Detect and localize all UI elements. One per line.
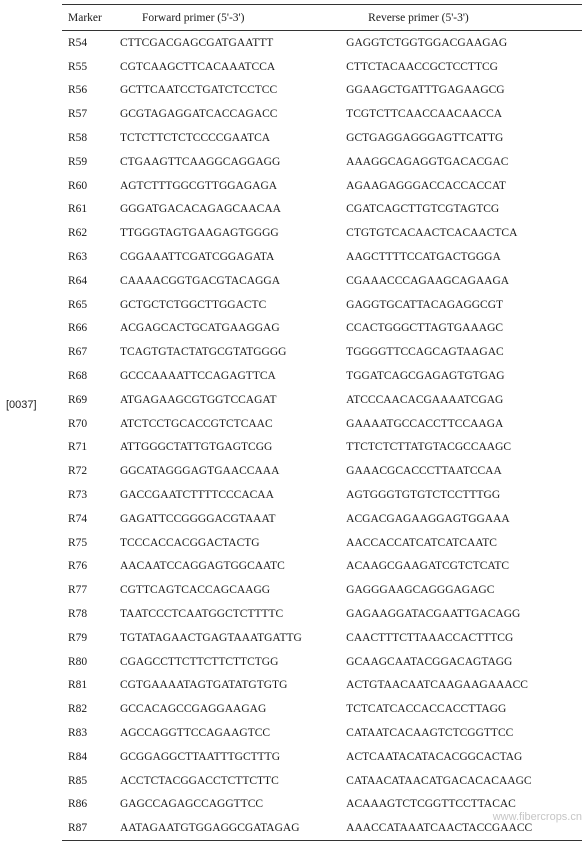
reverse-primer-cell: ACGACGAGAAGGAGTGGAAA xyxy=(346,512,510,525)
forward-primer-cell: GCGTAGAGGATCACCAGACC xyxy=(119,108,278,121)
table-row xyxy=(62,650,582,674)
reverse-primer-cell: GAGGGAAGCAGGGAGAGC xyxy=(346,584,495,597)
marker-cell: R84 xyxy=(68,750,88,763)
forward-primer-cell: ATTGGGCTATTGTGAGTCGG xyxy=(119,441,273,454)
forward-primer-cell: GAGCCAGAGCCAGGTTCC xyxy=(119,798,264,811)
forward-primer-cell: AATAGAATGTGGAGGCGATAGAG xyxy=(120,816,346,840)
marker-cell: R79 xyxy=(68,631,88,644)
forward-primer-cell: GCCCAAAATTCCAGAGTTCA xyxy=(119,370,276,383)
forward-primer-cell: AGTCTTTGGCGTTGGAGAGA xyxy=(119,179,278,192)
marker-cell: R68 xyxy=(68,370,88,383)
header-reverse-primer: Reverse primer (5'-3') xyxy=(346,5,582,31)
table-row xyxy=(62,412,582,436)
forward-primer-cell: GACCGAATCTTTTCCCACAA xyxy=(119,489,274,502)
primer-table-body xyxy=(62,31,582,841)
reverse-primer-cell: ACAAAGTCTCGGTTCCTTACAC xyxy=(346,798,516,811)
reverse-primer-cell: AAAGGCAGAGGTGACACGAC xyxy=(346,155,509,168)
table-row xyxy=(62,150,582,174)
forward-primer-cell: ATGAGAAGCGTGGTCCAGAT xyxy=(119,393,277,406)
table-row xyxy=(62,126,582,150)
reverse-primer-cell: AGTGGGTGTGTCTCCTTTGG xyxy=(346,489,501,502)
table-row xyxy=(62,340,582,364)
forward-primer-cell: CGTGAAAATAGTGATATGTGTG xyxy=(119,679,288,692)
table-row xyxy=(62,626,582,650)
marker-cell: R72 xyxy=(68,465,88,478)
table-row xyxy=(62,55,582,79)
table-row xyxy=(62,555,582,579)
reverse-primer-cell: AAACCATAAATCAACTACCGAACC xyxy=(346,816,582,840)
reverse-primer-cell: GAAACGCACCCTTAATCCAA xyxy=(346,465,502,478)
marker-cell: R86 xyxy=(68,798,88,811)
marker-cell: R71 xyxy=(68,441,88,454)
marker-cell: R59 xyxy=(68,155,88,168)
forward-primer-cell: GAGATTCCGGGGACGTAAAT xyxy=(119,512,276,525)
forward-primer-cell: TCTCTTCTCTCCCCGAATCA xyxy=(119,132,271,145)
table-row xyxy=(62,293,582,317)
reverse-primer-cell: GAAAATGCCACCTTCCAAGA xyxy=(346,417,504,430)
marker-cell: R56 xyxy=(68,84,88,97)
forward-primer-cell: CGAGCCTTCTTCTTCTTCTGG xyxy=(119,655,279,668)
forward-primer-cell: AACAATCCAGGAGTGGCAATC xyxy=(119,560,285,573)
marker-cell: R64 xyxy=(68,274,88,287)
table-row xyxy=(62,174,582,198)
reverse-primer-cell: CGATCAGCTTGTCGTAGTCG xyxy=(346,203,500,216)
marker-cell: R77 xyxy=(68,584,88,597)
table-header-row xyxy=(62,5,582,31)
reverse-primer-cell: TGGATCAGCGAGAGTGTGAG xyxy=(346,370,505,383)
table-row xyxy=(62,674,582,698)
reverse-primer-cell: AAGCTTTTCCATGACTGGGA xyxy=(346,251,501,264)
marker-cell: R62 xyxy=(68,227,88,240)
marker-cell: R70 xyxy=(68,417,88,430)
table-row xyxy=(62,198,582,222)
watermark-text: www.fibercrops.cn xyxy=(492,811,582,823)
forward-primer-cell: CAAAACGGTGACGTACAGGA xyxy=(119,274,281,287)
marker-cell: R78 xyxy=(68,608,88,621)
reverse-primer-cell: TTCTCTCTTATGTACGCCAAGC xyxy=(346,441,512,454)
reverse-primer-cell: CTGTGTCACAACTCACAACTCA xyxy=(346,227,518,240)
table-row xyxy=(62,245,582,269)
forward-primer-cell: GCTTCAATCCTGATCTCCTCC xyxy=(119,84,278,97)
reverse-primer-cell: GCAAGCAATACGGACAGTAGG xyxy=(346,655,513,668)
paragraph-number: [0037] xyxy=(6,399,37,411)
forward-primer-cell: TCCCACCACGGACTACTG xyxy=(119,536,260,549)
forward-primer-cell: GGGATGACACAGAGCAACAA xyxy=(119,203,281,216)
table-row xyxy=(62,721,582,745)
reverse-primer-cell: ACTGTAACAATCAAGAAGAAACC xyxy=(346,679,528,692)
marker-cell: R58 xyxy=(68,132,88,145)
forward-primer-cell: CGTTCAGTCACCAGCAAGG xyxy=(119,584,271,597)
table-row xyxy=(62,507,582,531)
forward-primer-cell: GCGGAGGCTTAATTTGCTTTG xyxy=(119,750,280,763)
forward-primer-cell: CTTCGACGAGCGATGAATTT xyxy=(119,36,274,49)
table-row xyxy=(62,436,582,460)
marker-cell: R87 xyxy=(62,816,120,840)
table-row xyxy=(62,79,582,103)
forward-primer-cell: ATCTCCTGCACCGTCTCAAC xyxy=(119,417,273,430)
reverse-primer-cell: CATAACATAACATGACACACAAGC xyxy=(346,774,532,787)
primer-table xyxy=(62,4,582,841)
marker-cell: R82 xyxy=(68,703,88,716)
marker-cell: R67 xyxy=(68,346,88,359)
forward-primer-cell: ACGAGCACTGCATGAAGGAG xyxy=(119,322,280,335)
table-row xyxy=(62,745,582,769)
forward-primer-cell: ACCTCTACGGACCTCTTCTTC xyxy=(119,774,279,787)
reverse-primer-cell: TCTCATCACCACCACCTTAGG xyxy=(346,703,507,716)
forward-primer-cell: GCTGCTCTGGCTTGGACTC xyxy=(119,298,267,311)
marker-cell: R73 xyxy=(68,489,88,502)
table-row xyxy=(62,602,582,626)
marker-cell: R66 xyxy=(68,322,88,335)
reverse-primer-cell: AGAAGAGGGACCACCACCAT xyxy=(346,179,506,192)
table-row xyxy=(62,102,582,126)
forward-primer-cell: CGGAAATTCGATCGGAGATA xyxy=(119,251,275,264)
reverse-primer-cell: GAGAAGGATACGAATTGACAGG xyxy=(346,608,521,621)
forward-primer-cell: GGCATAGGGAGTGAACCAAA xyxy=(119,465,280,478)
table-row xyxy=(62,388,582,412)
forward-primer-cell: AGCCAGGTTCCAGAAGTCC xyxy=(119,727,271,739)
reverse-primer-cell: CTTCTACAACCGCTCCTTCG xyxy=(346,60,498,73)
reverse-primer-cell: CAACTTTCTTAAACCACTTTCG xyxy=(346,631,514,644)
marker-cell: R81 xyxy=(68,679,88,692)
table-row xyxy=(62,31,582,55)
marker-cell: R85 xyxy=(68,774,88,787)
marker-cell: R61 xyxy=(68,203,88,216)
marker-cell: R60 xyxy=(68,179,88,192)
table-row xyxy=(62,317,582,341)
table-row xyxy=(62,269,582,293)
marker-cell: R69 xyxy=(68,393,88,406)
header-marker: Marker xyxy=(62,5,120,31)
forward-primer-cell: TAATCCCTCAATGGCTCTTTTC xyxy=(119,608,284,621)
marker-cell: R74 xyxy=(68,512,88,525)
reverse-primer-cell: GAGGTCTGGTGGACGAAGAG xyxy=(346,36,508,49)
header-forward-primer: Forward primer (5'-3') xyxy=(120,5,346,31)
reverse-primer-cell: GCTGAGGAGGGAGTTCATTG xyxy=(346,132,504,145)
marker-cell: R75 xyxy=(68,536,88,549)
marker-cell: R83 xyxy=(68,727,88,739)
marker-cell: R57 xyxy=(68,108,88,121)
marker-cell: R54 xyxy=(68,36,88,49)
reverse-primer-cell: ACTCAATACATACACGGCACTAG xyxy=(346,750,523,763)
table-row xyxy=(62,459,582,483)
reverse-primer-cell: GAGGTGCATTACAGAGGCGT xyxy=(346,298,504,311)
forward-primer-cell: TCAGTGTACTATGCGTATGGGG xyxy=(119,346,287,359)
table-row xyxy=(62,578,582,602)
forward-primer-cell: TTGGGTAGTGAAGAGTGGGG xyxy=(119,227,279,240)
forward-primer-cell: GCCACAGCCGAGGAAGAG xyxy=(119,703,267,716)
forward-primer-cell: CTGAAGTTCAAGGCAGGAGG xyxy=(119,155,281,168)
table-row xyxy=(62,221,582,245)
table-row xyxy=(62,769,582,793)
reverse-primer-cell: CATAATCACAAGTCTCGGTTCC xyxy=(346,727,514,739)
marker-cell: R55 xyxy=(68,60,88,73)
table-row xyxy=(62,697,582,721)
marker-cell: R80 xyxy=(68,655,88,668)
marker-cell: R76 xyxy=(68,560,88,573)
reverse-primer-cell: ATCCCAACACGAAAATCGAG xyxy=(346,393,504,406)
marker-cell: R65 xyxy=(68,298,88,311)
table-row xyxy=(62,483,582,507)
forward-primer-cell: CGTCAAGCTTCACAAATCCA xyxy=(119,60,276,73)
reverse-primer-cell: CCACTGGGCTTAGTGAAAGC xyxy=(346,322,504,335)
reverse-primer-cell: AACCACCATCATCATCAATC xyxy=(346,536,497,549)
marker-cell: R63 xyxy=(68,251,88,264)
reverse-primer-cell: TGGGGTTCCAGCAGTAAGAC xyxy=(346,346,504,359)
reverse-primer-cell: ACAAGCGAAGATCGTCTCATC xyxy=(346,560,510,573)
forward-primer-cell: TGTATAGAACTGAGTAAATGATTG xyxy=(119,631,302,644)
table-row xyxy=(62,531,582,555)
reverse-primer-cell: CGAAACCCAGAAGCAGAAGA xyxy=(346,274,510,287)
reverse-primer-cell: TCGTCTTCAACCAACAACCA xyxy=(346,108,503,121)
reverse-primer-cell: GGAAGCTGATTTGAGAAGCG xyxy=(346,84,505,97)
table-row xyxy=(62,364,582,388)
